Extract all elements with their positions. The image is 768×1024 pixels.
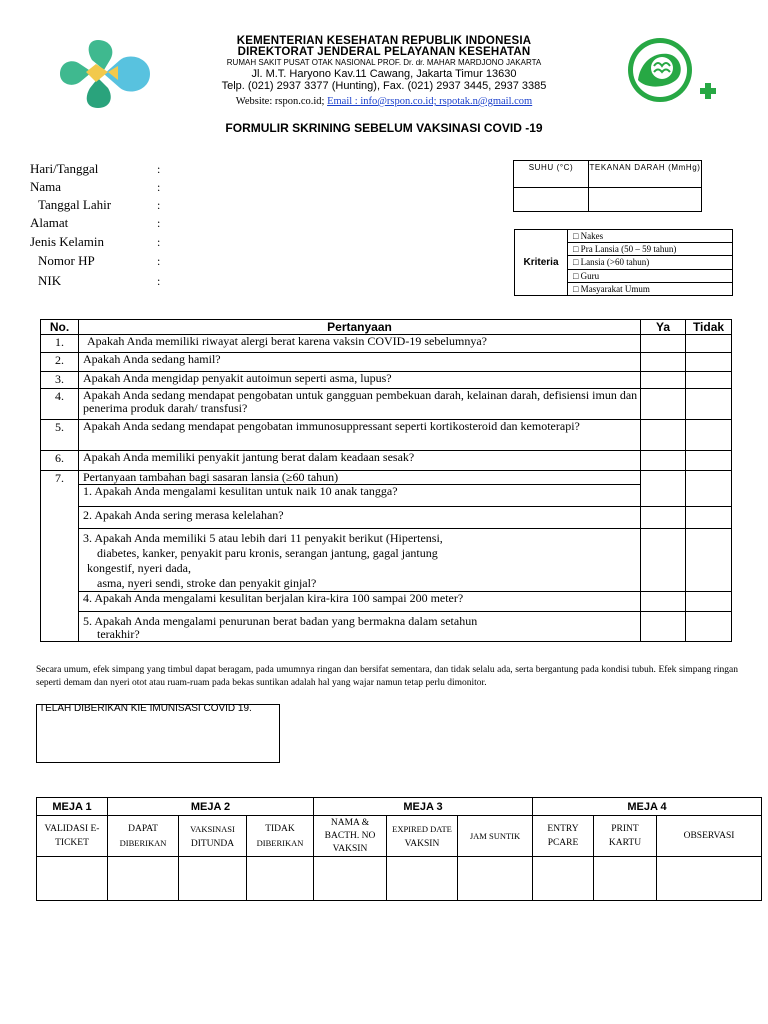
contact-line bbox=[0, 96, 768, 107]
identity-colon: : bbox=[157, 274, 161, 288]
answer-ya[interactable] bbox=[641, 372, 686, 389]
col-label: VAKSIN bbox=[332, 843, 368, 854]
tekanan-header: TEKANAN DARAH (MmHg) bbox=[589, 161, 702, 188]
question-number: 5. bbox=[41, 420, 79, 451]
col-observasi bbox=[657, 816, 762, 857]
col-label: JAM SUNTIK bbox=[469, 830, 521, 841]
col-label: KARTU bbox=[608, 838, 642, 848]
question-text: Apakah Anda sedang hamil? bbox=[79, 353, 641, 372]
question-row bbox=[41, 353, 732, 372]
col-label: DAPAT bbox=[128, 823, 158, 834]
subquestion-row bbox=[41, 485, 732, 507]
answer-tidak[interactable] bbox=[686, 529, 732, 592]
question-number: 2. bbox=[41, 353, 79, 372]
tekanan-field[interactable] bbox=[589, 188, 702, 212]
subquestion-row bbox=[41, 507, 732, 529]
col-label: TICKET bbox=[55, 838, 89, 848]
question-number: 6. bbox=[41, 451, 79, 471]
col-label: DIBERIKAN bbox=[119, 837, 167, 848]
col-label: PRINT bbox=[611, 824, 639, 834]
kriteria-option-pra-lansia[interactable]: □ Pra Lansia (50 – 59 tahun) bbox=[568, 243, 733, 256]
identity-label: Jenis Kelamin bbox=[30, 234, 105, 249]
col-label: VAKSINASI bbox=[190, 823, 235, 834]
answer-ya[interactable] bbox=[641, 420, 686, 451]
hospital-name: RUMAH SAKIT PUSAT OTAK NASIONAL PROF. Dr. dr. MAHAR MARDJONO JAKARTA bbox=[226, 58, 542, 67]
identity-colon: : bbox=[157, 254, 161, 268]
subquestion-line: terakhir? bbox=[97, 627, 140, 641]
identity-colon: : bbox=[157, 162, 161, 176]
kriteria-option-nakes[interactable]: □ Nakes bbox=[568, 230, 733, 243]
col-label: BACTH. NO bbox=[324, 830, 376, 841]
meja-cell[interactable] bbox=[108, 857, 179, 901]
col-tidak-header: Tidak bbox=[686, 320, 732, 335]
answer-ya[interactable] bbox=[641, 592, 686, 612]
question-text: Apakah Anda sedang mendapat pengobatan untuk gangguan pembekuan darah, kelainan darah, defisiensi imun dan penerima produk darah/ transfusi? bbox=[79, 389, 641, 420]
directorate-name: DIREKTORAT JENDERAL PELAYANAN KESEHATAN bbox=[237, 46, 531, 58]
col-label: TIDAK bbox=[265, 823, 295, 834]
answer-ya[interactable] bbox=[641, 451, 686, 471]
identity-label: Hari/Tanggal bbox=[30, 161, 99, 176]
subquestion-row bbox=[41, 612, 732, 642]
question-text: Apakah Anda mengidap penyakit autoimun seperti asma, lupus? bbox=[79, 372, 641, 389]
col-label: DIBERIKAN bbox=[256, 837, 304, 848]
form-title: FORMULIR SKRINING SEBELUM VAKSINASI COVID -19 bbox=[225, 121, 543, 135]
identity-label: Nomor HP bbox=[38, 253, 95, 268]
meja-cell[interactable] bbox=[247, 857, 314, 901]
question-text: Apakah Anda memiliki riwayat alergi berat karena vaksin COVID-19 sebelumnya? bbox=[79, 335, 641, 353]
meja-1-header: MEJA 1 bbox=[37, 798, 108, 816]
answer-ya[interactable] bbox=[641, 389, 686, 420]
meja-cell[interactable] bbox=[387, 857, 458, 901]
subquestion-text: 4. Apakah Anda mengalami kesulitan berjalan kira-kira 100 sampai 200 meter? bbox=[79, 592, 641, 612]
subquestion-row bbox=[41, 529, 732, 592]
identity-label: Tanggal Lahir bbox=[38, 197, 112, 212]
question-text: Apakah Anda memiliki penyakit jantung berat dalam keadaan sesak? bbox=[79, 451, 641, 471]
col-validasi bbox=[37, 816, 108, 857]
question-row bbox=[41, 420, 732, 451]
subquestion-text: 2. Apakah Anda sering merasa kelelahan? bbox=[79, 507, 641, 529]
answer-ya[interactable] bbox=[641, 529, 686, 592]
subquestion-text bbox=[79, 529, 641, 592]
col-ya-header: Ya bbox=[641, 320, 686, 335]
question-row bbox=[41, 471, 732, 485]
question-row bbox=[41, 389, 732, 420]
subquestion-line: diabetes, kanker, penyakit paru kronis, serangan jantung, gagal jantung bbox=[97, 546, 438, 560]
identity-label: Alamat bbox=[30, 215, 69, 230]
col-entry-pcare bbox=[533, 816, 594, 857]
meja-cell[interactable] bbox=[37, 857, 108, 901]
col-expired bbox=[387, 816, 458, 857]
question-number: 1. bbox=[41, 335, 79, 353]
col-label: PCARE bbox=[547, 838, 579, 848]
website: Website: rspon.co.id; bbox=[235, 96, 325, 107]
col-question-header: Pertanyaan bbox=[79, 320, 641, 335]
meja-cell[interactable] bbox=[533, 857, 594, 901]
vitals-table bbox=[513, 160, 702, 212]
col-label: NAMA & bbox=[330, 817, 370, 828]
col-label: OBSERVASI bbox=[683, 831, 735, 841]
identity-colon: : bbox=[157, 235, 161, 249]
col-label: VAKSIN bbox=[404, 838, 440, 849]
col-print-kartu bbox=[594, 816, 657, 857]
meja-cell[interactable] bbox=[314, 857, 387, 901]
meja-cell[interactable] bbox=[594, 857, 657, 901]
kriteria-option-masyarakat[interactable]: □ Masyarakat Umum bbox=[568, 282, 733, 295]
col-label: VALIDASI E- bbox=[44, 824, 100, 834]
subquestion-line: 5. Apakah Anda mengalami penurunan berat badan yang bermakna dalam setahun bbox=[83, 614, 478, 628]
question-row bbox=[41, 451, 732, 471]
question-row bbox=[41, 335, 732, 353]
answer-tidak[interactable] bbox=[686, 592, 732, 612]
suhu-field[interactable] bbox=[514, 188, 589, 212]
email-link[interactable]: Email : info@rspon.co.id; rspotak.n@gmail.com bbox=[327, 96, 533, 107]
answer-ya[interactable] bbox=[641, 471, 686, 507]
identity-label: Nama bbox=[30, 179, 62, 194]
kriteria-table bbox=[514, 229, 733, 296]
phone: Telp. (021) 2937 3377 (Hunting), Fax. (021) 2937 3445, 2937 3385 bbox=[221, 80, 547, 92]
questions-table bbox=[40, 319, 732, 642]
meja-cell[interactable] bbox=[458, 857, 533, 901]
meja-table bbox=[36, 797, 762, 901]
col-dapat bbox=[108, 816, 179, 857]
answer-tidak[interactable] bbox=[686, 420, 732, 451]
answer-ya[interactable] bbox=[641, 507, 686, 529]
col-label: EXPIRED DATE bbox=[392, 823, 452, 834]
answer-ya[interactable] bbox=[641, 353, 686, 372]
meja-cell[interactable] bbox=[657, 857, 762, 901]
subquestion-line: asma, nyeri sendi, stroke dan penyakit ginjal? bbox=[97, 576, 317, 590]
subquestion-line: 3. Apakah Anda memiliki 5 atau lebih dari 11 penyakit berikut (Hipertensi, bbox=[83, 531, 443, 545]
identity-colon: : bbox=[157, 198, 161, 212]
answer-tidak[interactable] bbox=[686, 507, 732, 529]
meja-4-header: MEJA 4 bbox=[533, 798, 762, 816]
col-jam-suntik bbox=[458, 816, 533, 857]
col-no-header: No. bbox=[41, 320, 79, 335]
meja-3-header: MEJA 3 bbox=[314, 798, 533, 816]
meja-cell[interactable] bbox=[179, 857, 247, 901]
kie-label: TELAH DIBERIKAN KIE IMUNISASI COVID 19. bbox=[39, 703, 252, 714]
col-tidak-diberikan bbox=[247, 816, 314, 857]
meja-2-header: MEJA 2 bbox=[108, 798, 314, 816]
question-text: Pertanyaan tambahan bagi sasaran lansia (≥60 tahun) bbox=[79, 471, 641, 485]
answer-tidak[interactable] bbox=[686, 389, 732, 420]
address: Jl. M.T. Haryono Kav.11 Cawang, Jakarta Timur 13630 bbox=[251, 68, 517, 80]
kie-box[interactable] bbox=[36, 704, 280, 763]
col-ditunda bbox=[179, 816, 247, 857]
col-nama-vaksin bbox=[314, 816, 387, 857]
suhu-header: SUHU (°C) bbox=[514, 161, 589, 188]
col-label: DITUNDA bbox=[190, 838, 235, 849]
answer-ya[interactable] bbox=[641, 335, 686, 353]
identity-label: NIK bbox=[38, 273, 62, 288]
subquestion-text bbox=[79, 612, 641, 642]
subquestion-text: 1. Apakah Anda mengalami kesulitan untuk naik 10 anak tangga? bbox=[79, 485, 641, 507]
answer-ya[interactable] bbox=[641, 612, 686, 642]
identity-colon: : bbox=[157, 180, 161, 194]
answer-tidak[interactable] bbox=[686, 335, 732, 353]
kriteria-label: Kriteria bbox=[515, 230, 568, 296]
question-number: 3. bbox=[41, 372, 79, 389]
question-text: Apakah Anda sedang mendapat pengobatan immunosuppressant seperti kortikosteroid dan kemoterapi? bbox=[79, 420, 641, 451]
ministry-name: KEMENTERIAN KESEHATAN REPUBLIK INDONESIA bbox=[236, 35, 532, 47]
answer-tidak[interactable] bbox=[686, 471, 732, 507]
answer-tidak[interactable] bbox=[686, 612, 732, 642]
kriteria-option-guru[interactable]: □ Guru bbox=[568, 269, 733, 282]
identity-colon: : bbox=[157, 216, 161, 230]
question-row bbox=[41, 372, 732, 389]
kriteria-option-lansia[interactable]: □ Lansia (>60 tahun) bbox=[568, 256, 733, 269]
answer-tidak[interactable] bbox=[686, 451, 732, 471]
question-number: 4. bbox=[41, 389, 79, 420]
side-effect-note: Secara umum, efek simpang yang timbul dapat beragam, pada umumnya ringan dan bersifat sementara, dan tidak selalu ada, serta bergantung pada kondisi tubuh. Efek simpang ringan seperti demam dan nyeri otot atau ruam-ruam pada bekas suntikan adalah hal yang wajar namun tetap perlu dimonitor. bbox=[36, 665, 738, 688]
subquestion-row bbox=[41, 592, 732, 612]
answer-tidak[interactable] bbox=[686, 353, 732, 372]
subquestion-line: kongestif, nyeri dada, bbox=[87, 561, 191, 575]
answer-tidak[interactable] bbox=[686, 372, 732, 389]
col-label: ENTRY bbox=[547, 824, 579, 834]
question-number: 7. bbox=[41, 471, 79, 642]
